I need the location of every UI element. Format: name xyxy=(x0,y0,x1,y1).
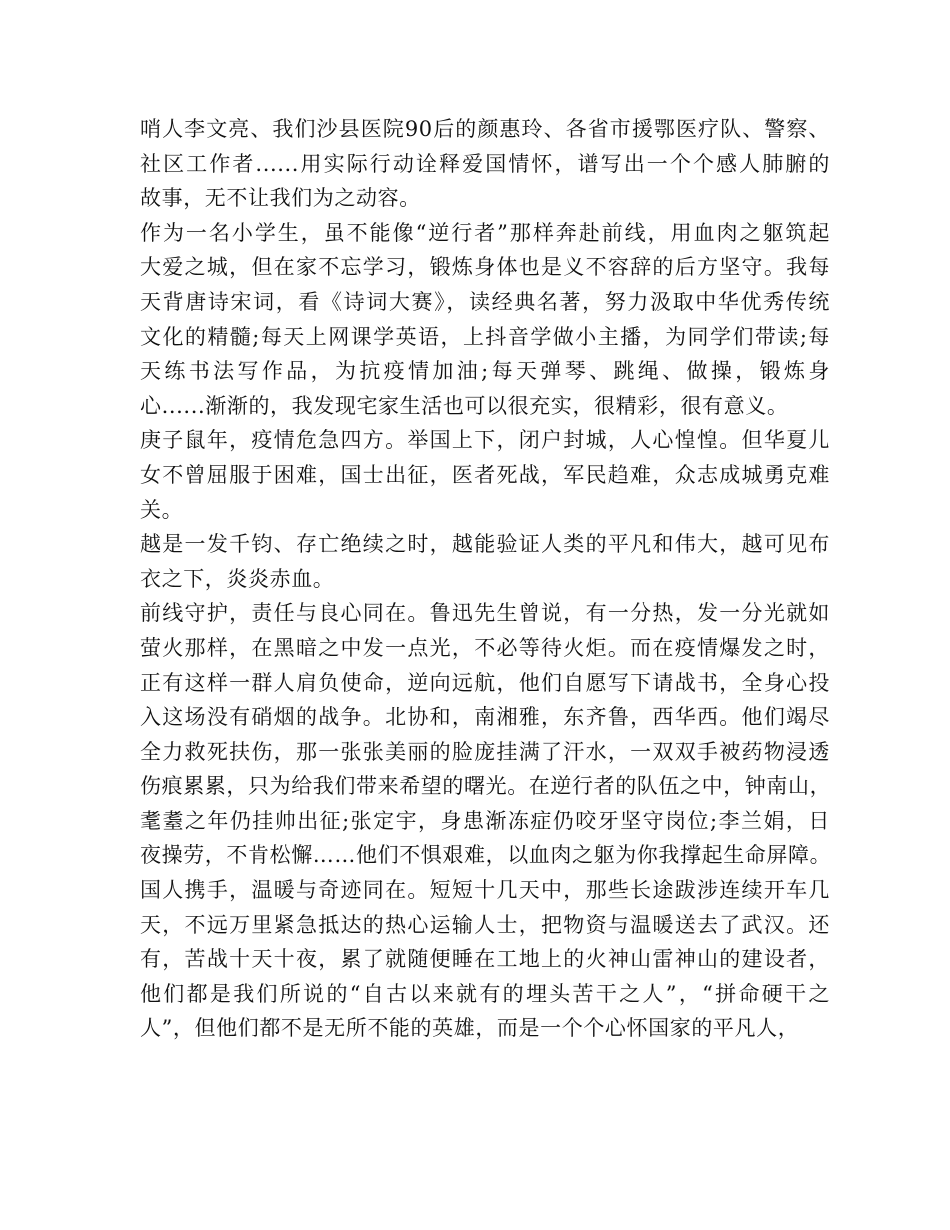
text-line: 文化的精髓;每天上网课学英语，上抖音学做小主播，为同学们带读;每 xyxy=(140,324,830,349)
text-line: 女不曾屈服于困难，国士出征，医者死战，军民趋难，众志成城勇克难 xyxy=(140,462,830,487)
text-line: 前线守护，责任与良心同在。鲁迅先生曾说，有一分热，发一分光就如 xyxy=(140,601,830,626)
text-line: 人”，但他们都不是无所不能的英雄，而是一个个心怀国家的平凡人， xyxy=(140,1016,800,1041)
text-line: 有，苦战十天十夜，累了就随便睡在工地上的火神山雷神山的建设者， xyxy=(140,947,830,972)
text-line: 衣之下，炎炎赤血。 xyxy=(140,566,335,591)
text-line: 天练书法写作品，为抗疫情加油;每天弹琴、跳绳、做操，锻炼身 xyxy=(140,359,830,384)
text-line: 心......渐渐的，我发现宅家生活也可以很充实，很精彩，很有意义。 xyxy=(140,393,789,418)
paragraph xyxy=(140,596,830,873)
text-line: 关。 xyxy=(140,497,184,522)
document-body xyxy=(140,112,830,1046)
text-line: 大爱之城，但在家不忘学习，锻炼身体也是义不容辞的后方坚守。我每 xyxy=(140,255,830,280)
text-line: 国人携手，温暖与奇迹同在。短短十几天中，那些长途跋涉连续开车几 xyxy=(140,878,830,903)
paragraph xyxy=(140,527,830,596)
text-line: 伤痕累累，只为给我们带来希望的曙光。在逆行者的队伍之中，钟南山， xyxy=(140,774,832,799)
text-line: 作为一名小学生，虽不能像“逆行者”那样奔赴前线，用血肉之躯筑起 xyxy=(140,220,830,245)
text-line: 正有这样一群人肩负使命，逆向远航，他们自愿写下请战书，全身心投 xyxy=(140,670,830,695)
text-line: 越是一发千钧、存亡绝续之时，越能验证人类的平凡和伟大，越可见布 xyxy=(140,532,830,557)
text-line: 天，不远万里紧急抵达的热心运输人士，把物资与温暖送去了武汉。还 xyxy=(140,912,830,937)
paragraph xyxy=(140,873,830,1046)
text-line: 庚子鼠年，疫情危急四方。举国上下，闭户封城，人心惶惶。但华夏儿 xyxy=(140,428,830,453)
text-line: 夜操劳，不肯松懈……他们不惧艰难，以血肉之躯为你我撑起生命屏障。 xyxy=(140,843,832,868)
paragraph xyxy=(140,423,830,527)
text-line: 天背唐诗宋词，看《诗词大赛》，读经典名著，努力汲取中华优秀传统 xyxy=(140,289,830,314)
text-line: 哨人李文亮、我们沙县医院90后的颜惠玲、各省市援鄂医疗队、警察、 xyxy=(140,117,830,141)
text-line: 社区工作者......用实际行动诠释爱国情怀，谱写出一个个感人肺腑的 xyxy=(140,151,830,176)
text-line: 全力救死扶伤，那一张张美丽的脸庞挂满了汗水，一双双手被药物浸透 xyxy=(140,739,830,764)
text-line: 故事，无不让我们为之动容。 xyxy=(140,186,421,211)
text-line: 入这场没有硝烟的战争。北协和，南湘雅，东齐鲁，西华西。他们竭尽 xyxy=(140,705,830,730)
paragraph xyxy=(140,112,830,216)
text-line: 耄耋之年仍挂帅出征;张定宇，身患渐冻症仍咬牙坚守岗位;李兰娟，日 xyxy=(140,808,830,833)
text-line: 他们都是我们所说的“自古以来就有的埋头苦干之人”，“拼命硬干之 xyxy=(140,981,830,1006)
paragraph xyxy=(140,216,830,424)
text-line: 萤火那样，在黑暗之中发一点光，不必等待火炬。而在疫情爆发之时， xyxy=(140,635,830,660)
